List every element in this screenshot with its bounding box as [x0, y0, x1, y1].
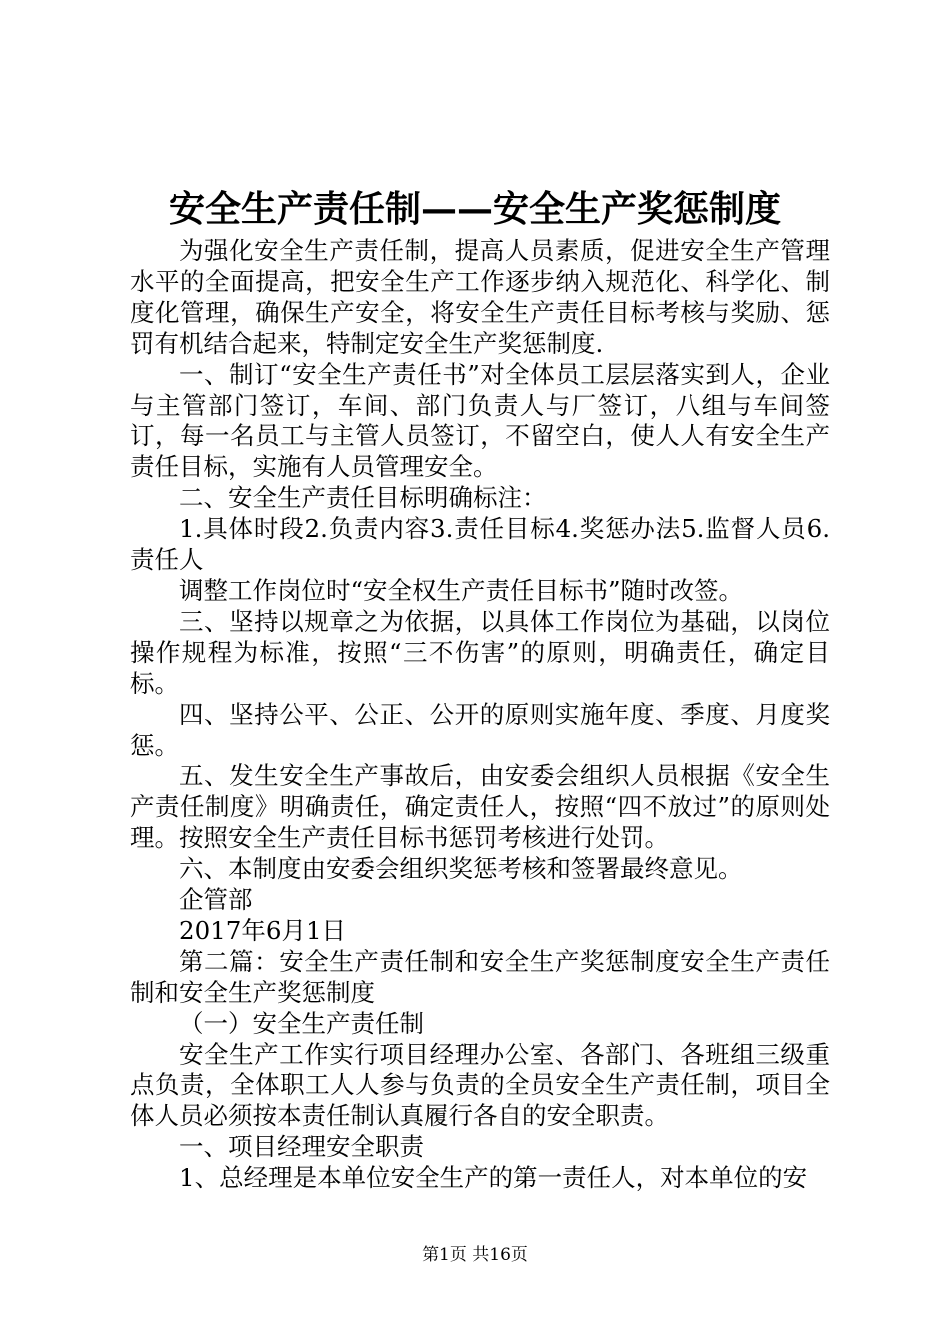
- paragraph: 二、安全生产责任目标明确标注：: [179, 483, 547, 513]
- paragraph: 六、本制度由安委会组织奖惩考核和签署最终意见。: [179, 854, 743, 884]
- page-footer: [0, 1244, 950, 1266]
- signature-date: 2017年6月1日: [179, 915, 347, 945]
- paragraph: 一、制订“安全生产责任书”对全体员工层层落实到人，企业与主管部门签订，车间、部门负责人与厂签订，八组与车间签订，每一名员工与主管人员签订，不留空白，使人人有安全生产责任目标，实施有人员管理安全。: [130, 359, 830, 482]
- section-heading: 第二篇：安全生产责任制和安全生产奖惩制度安全生产责任制和安全生产奖惩制度: [130, 946, 830, 1007]
- paragraph: 五、发生安全生产事故后，由安委会组织人员根据《安全生产责任制度》明确责任，确定责任人，按照“四不放过”的原则处理。按照安全生产责任目标书惩罚考核进行处罚。: [130, 761, 830, 853]
- paragraph: 1、总经理是本单位安全生产的第一责任人，对本单位的安: [179, 1163, 808, 1193]
- paragraph: 1.具体时段2.负责内容3.责任目标4.奖惩办法5.监督人员6.责任人: [130, 514, 830, 575]
- signature-department: 企管部: [179, 885, 253, 915]
- document-body: [130, 236, 830, 1194]
- paragraph: 调整工作岗位时“安全权生产责任目标书”随时改签。: [179, 575, 744, 605]
- page-total: 共16页: [472, 1245, 528, 1265]
- page-number: 第1页: [422, 1245, 467, 1265]
- document-title: 安全生产责任制——安全生产奖惩制度: [168, 188, 781, 230]
- paragraph: 四、坚持公平、公正、公开的原则实施年度、季度、月度奖惩。: [130, 699, 830, 760]
- subsection-heading: （一）安全生产责任制: [179, 1008, 424, 1038]
- paragraph: 三、坚持以规章之为依据，以具体工作岗位为基础，以岗位操作规程为标准，按照“三不伤害”的原则，明确责任，确定目标。: [130, 606, 830, 698]
- paragraph: 为强化安全生产责任制，提高人员素质，促进安全生产管理水平的全面提高，把安全生产工作逐步纳入规范化、科学化、制度化管理，确保生产安全，将安全生产责任目标考核与奖励、惩罚有机结合起来，特制定安全生产奖惩制度.: [130, 236, 830, 358]
- paragraph: 安全生产工作实行项目经理办公室、各部门、各班组三级重点负责，全体职工人人参与负责的全员安全生产责任制，项目全体人员必须按本责任制认真履行各自的安全职责。: [130, 1039, 830, 1131]
- subsection-heading: 一、项目经理安全职责: [179, 1132, 424, 1162]
